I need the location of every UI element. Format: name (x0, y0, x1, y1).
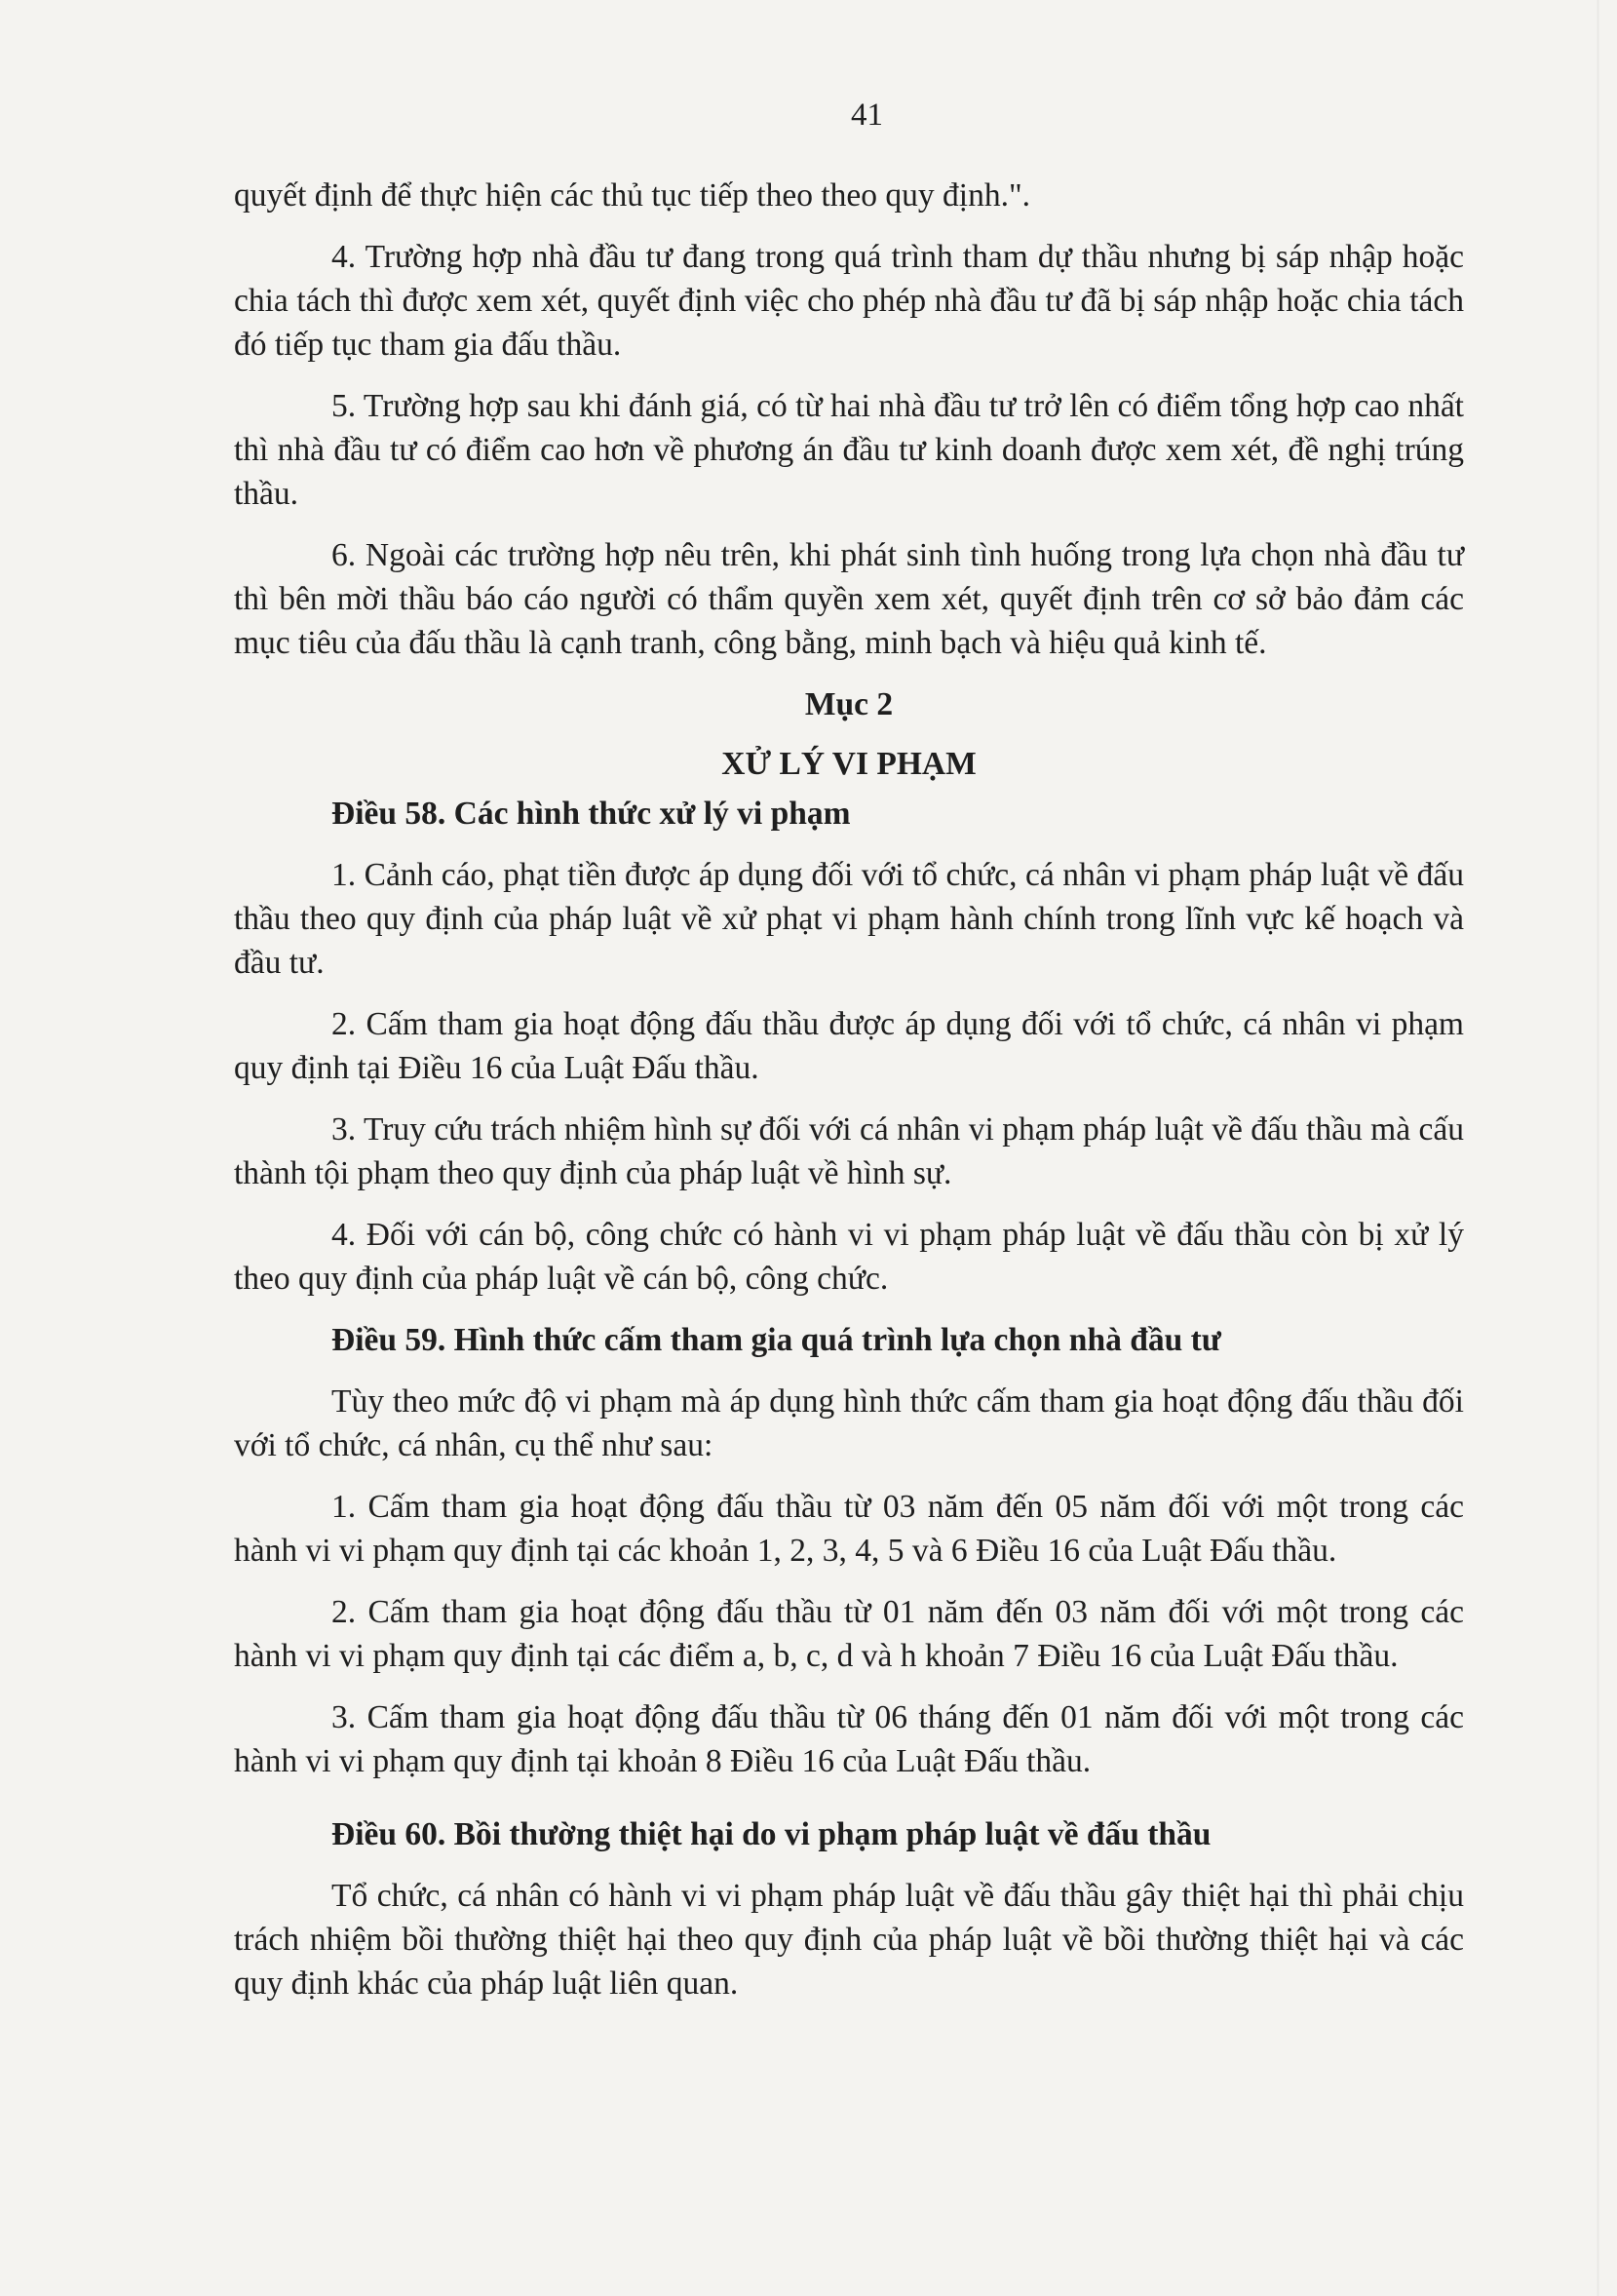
paragraph-item-6: 6. Ngoài các trường hợp nêu trên, khi phát sinh tình huống trong lựa chọn nhà đầu tư thì bên mời thầu báo cáo người có thẩm quyền xem xét, quyết định trên cơ sở bảo đảm các mục tiêu của đấu thầu là cạnh tranh, công bằng, minh bạch và hiệu quả kinh tế. (234, 537, 1464, 661)
section-title: XỬ LÝ VI PHẠM (721, 746, 977, 782)
article-60-paragraph: Tổ chức, cá nhân có hành vi vi phạm pháp luật về đấu thầu gây thiệt hại thì phải chịu trách nhiệm bồi thường thiệt hại theo quy định của pháp luật về bồi thường thiệt hại và các quy định khác của pháp luật liên quan. (234, 1878, 1464, 2002)
section-label: Mục 2 (804, 686, 894, 722)
paragraph-item-4: 4. Trường hợp nhà đầu tư đang trong quá trình tham dự thầu nhưng bị sáp nhập hoặc chia tách thì được xem xét, quyết định việc cho phép nhà đầu tư đã bị sáp nhập hoặc chia tách đó tiếp tục tham gia đấu thầu. (234, 239, 1464, 363)
article-60-heading: Điều 60. Bồi thường thiệt hại do vi phạm pháp luật về đấu thầu (331, 1816, 1212, 1852)
article-59-clause-1: 1. Cấm tham gia hoạt động đấu thầu từ 03 năm đến 05 năm đối với một trong các hành vi vi phạm quy định tại các khoản 1, 2, 3, 4, 5 và 6 Điều 16 của Luật Đấu thầu. (234, 1489, 1464, 1569)
article-58-heading: Điều 58. Các hình thức xử lý vi phạm (331, 796, 851, 832)
paragraph-item-5: 5. Trường hợp sau khi đánh giá, có từ hai nhà đầu tư trở lên có điểm tổng hợp cao nhất thì nhà đầu tư có điểm cao hơn về phương án đầu tư kinh doanh được xem xét, đề nghị trúng thầu. (234, 388, 1464, 512)
article-58-clause-1: 1. Cảnh cáo, phạt tiền được áp dụng đối với tổ chức, cá nhân vi phạm pháp luật về đấu thầu theo quy định của pháp luật về xử phạt vi phạm hành chính trong lĩnh vực kế hoạch và đầu tư. (234, 857, 1464, 981)
article-58-clause-4: 4. Đối với cán bộ, công chức có hành vi vi phạm pháp luật về đấu thầu còn bị xử lý theo quy định của pháp luật về cán bộ, công chức. (234, 1217, 1464, 1297)
article-59-clause-3: 3. Cấm tham gia hoạt động đấu thầu từ 06 tháng đến 01 năm đối với một trong các hành vi vi phạm quy định tại khoản 8 Điều 16 của Luật Đấu thầu. (234, 1699, 1464, 1779)
article-58-clause-3: 3. Truy cứu trách nhiệm hình sự đối với cá nhân vi phạm pháp luật về đấu thầu mà cấu thành tội phạm theo quy định của pháp luật về hình sự. (234, 1111, 1464, 1191)
page-edge-shadow (1597, 0, 1599, 2296)
paragraph-continuation: quyết định để thực hiện các thủ tục tiếp theo theo quy định.". (234, 177, 1031, 214)
article-59-clause-2: 2. Cấm tham gia hoạt động đấu thầu từ 01 năm đến 03 năm đối với một trong các hành vi vi phạm quy định tại các điểm a, b, c, d và h khoản 7 Điều 16 của Luật Đấu thầu. (234, 1594, 1464, 1674)
document-body (234, 174, 1464, 2023)
article-58-clause-2: 2. Cấm tham gia hoạt động đấu thầu được áp dụng đối với tổ chức, cá nhân vi phạm quy định tại Điều 16 của Luật Đấu thầu. (234, 1006, 1464, 1086)
article-59-intro: Tùy theo mức độ vi phạm mà áp dụng hình thức cấm tham gia hoạt động đấu thầu đối với tổ chức, cá nhân, cụ thể như sau: (234, 1383, 1464, 1463)
page-number: 41 (851, 97, 883, 133)
article-59-heading: Điều 59. Hình thức cấm tham gia quá trình lựa chọn nhà đầu tư (331, 1322, 1221, 1358)
